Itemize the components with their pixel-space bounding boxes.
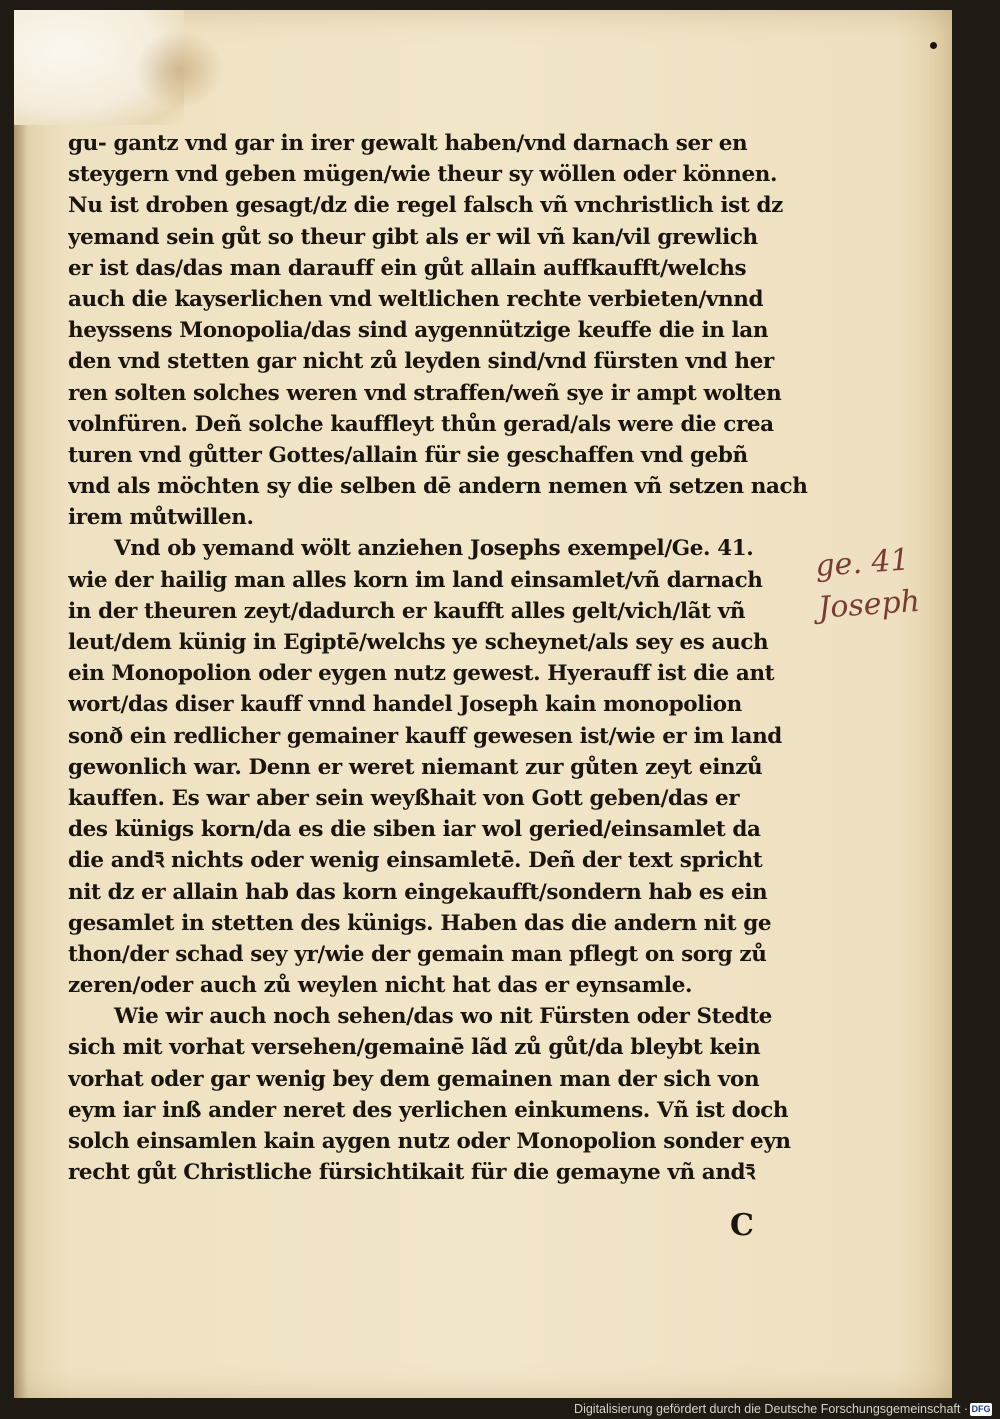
binding-edge-shadow xyxy=(14,10,28,1398)
signature-mark: C xyxy=(730,1208,754,1243)
text-line: in der theuren zeyt/dadurch er kaufft alles gelt/vich/lãt vñ xyxy=(68,598,746,624)
text-line: ren solten solches weren vnd straffen/weñ sye ir ampt wolten xyxy=(68,380,782,406)
text-line: zeren/oder auch zů weylen nicht hat das er eynsamle. xyxy=(68,973,693,999)
text-line: recht gůt Christliche fürsichtikait für die gemayne vñ andꝛ̄ xyxy=(68,1160,755,1186)
book-page xyxy=(14,10,952,1398)
text-line: Nu ist droben gesagt/dz die regel falsch vñ vnchristlich ist dz xyxy=(68,193,783,219)
margin-note-name: Joseph xyxy=(817,583,922,626)
text-line: ein Monopolion oder eygen nutz gewest. Hyerauff ist die ant xyxy=(68,661,775,687)
text-line: steygern vnd geben mügen/wie theur sy wöllen oder können. xyxy=(68,162,778,188)
text-line: turen vnd gůtter Gottes/allain für sie geschaffen vnd gebñ xyxy=(68,442,748,468)
blackletter-text-block xyxy=(68,128,808,1188)
text-line: wort/das diser kauff vnnd handel Joseph kain monopolion xyxy=(68,692,742,718)
text-line: er ist das/das man darauff ein gůt allain auffkaufft/welchs xyxy=(68,255,747,281)
text-line-paragraph-start: Wie wir auch noch sehen/das wo nit Fürsten oder Stedte xyxy=(114,1004,772,1030)
text-line: wie der hailig man alles korn im land einsamlet/vñ darnach xyxy=(68,567,763,593)
ink-dot xyxy=(930,42,937,49)
funding-credit: Digitalisierung gefördert durch die Deutsche Forschungsgemeinschaft · xyxy=(574,1402,968,1416)
text-line: nit dz er allain hab das korn eingekaufft/sondern hab es ein xyxy=(68,879,768,905)
text-line: heyssens Monopolia/das sind aygennützige keuffe die in lan xyxy=(68,318,769,344)
text-line: irem můtwillen. xyxy=(68,505,254,531)
text-line: solch einsamlen kain aygen nutz oder Monopolion sonder eyn xyxy=(68,1129,791,1154)
handwritten-margin-note xyxy=(814,536,952,630)
text-line: eym iar inß ander neret des yerlichen einkumens. Vñ ist doch xyxy=(68,1097,789,1123)
text-line: die andꝛ̄ nichts oder wenig einsamletē. Deñ der text spricht xyxy=(68,848,763,874)
dfg-logo: DFG xyxy=(971,1404,991,1414)
text-line: kauffen. Es war aber sein weyßhait von Gott geben/das er xyxy=(68,785,740,811)
text-line: sonð ein redlicher gemainer kauff gewesen ist/wie er im land xyxy=(68,723,782,749)
paper-stain xyxy=(134,30,224,110)
text-line: gesamlet in stetten des künigs. Haben das die andern nit ge xyxy=(68,910,772,936)
text-line: auch die kayserlichen vnd weltlichen rechte verbieten/vnnd xyxy=(68,286,764,312)
text-line: thon/der schad sey yr/wie der gemain man pflegt on sorg zů xyxy=(68,941,767,967)
text-line-paragraph-start: Vnd ob yemand wölt anziehen Josephs exempel/Ge. 41. xyxy=(114,536,754,562)
text-line: des künigs korn/da es die siben iar wol geried/einsamlet da xyxy=(68,817,761,843)
margin-note-reference: ge. 41 xyxy=(814,542,911,584)
text-line: leut/dem künig in Egiptē/welchs ye scheynet/als sey es auch xyxy=(68,630,769,655)
text-line: vnd als möchten sy die selben dē andern nemen vñ setzen nach xyxy=(68,474,808,500)
text-line: sich mit vorhat versehen/gemainē lãd zů gůt/da bleybt kein xyxy=(68,1035,761,1061)
text-line: yemand sein gůt so theur gibt als er wil vñ kan/vil grewlich xyxy=(68,224,758,250)
text-line: volnfüren. Deñ solche kauffleyt thůn gerad/als were die crea xyxy=(68,411,774,437)
text-line: gu- gantz vnd gar in irer gewalt haben/vnd darnach ser en xyxy=(68,131,748,156)
text-line: vorhat oder gar wenig bey dem gemainen man der sich von xyxy=(68,1066,760,1092)
text-line: den vnd stetten gar nicht zů leyden sind/vnd fürsten vnd her xyxy=(68,349,774,375)
text-line: gewonlich war. Denn er weret niemant zur gůten zeyt einzů xyxy=(68,754,763,780)
